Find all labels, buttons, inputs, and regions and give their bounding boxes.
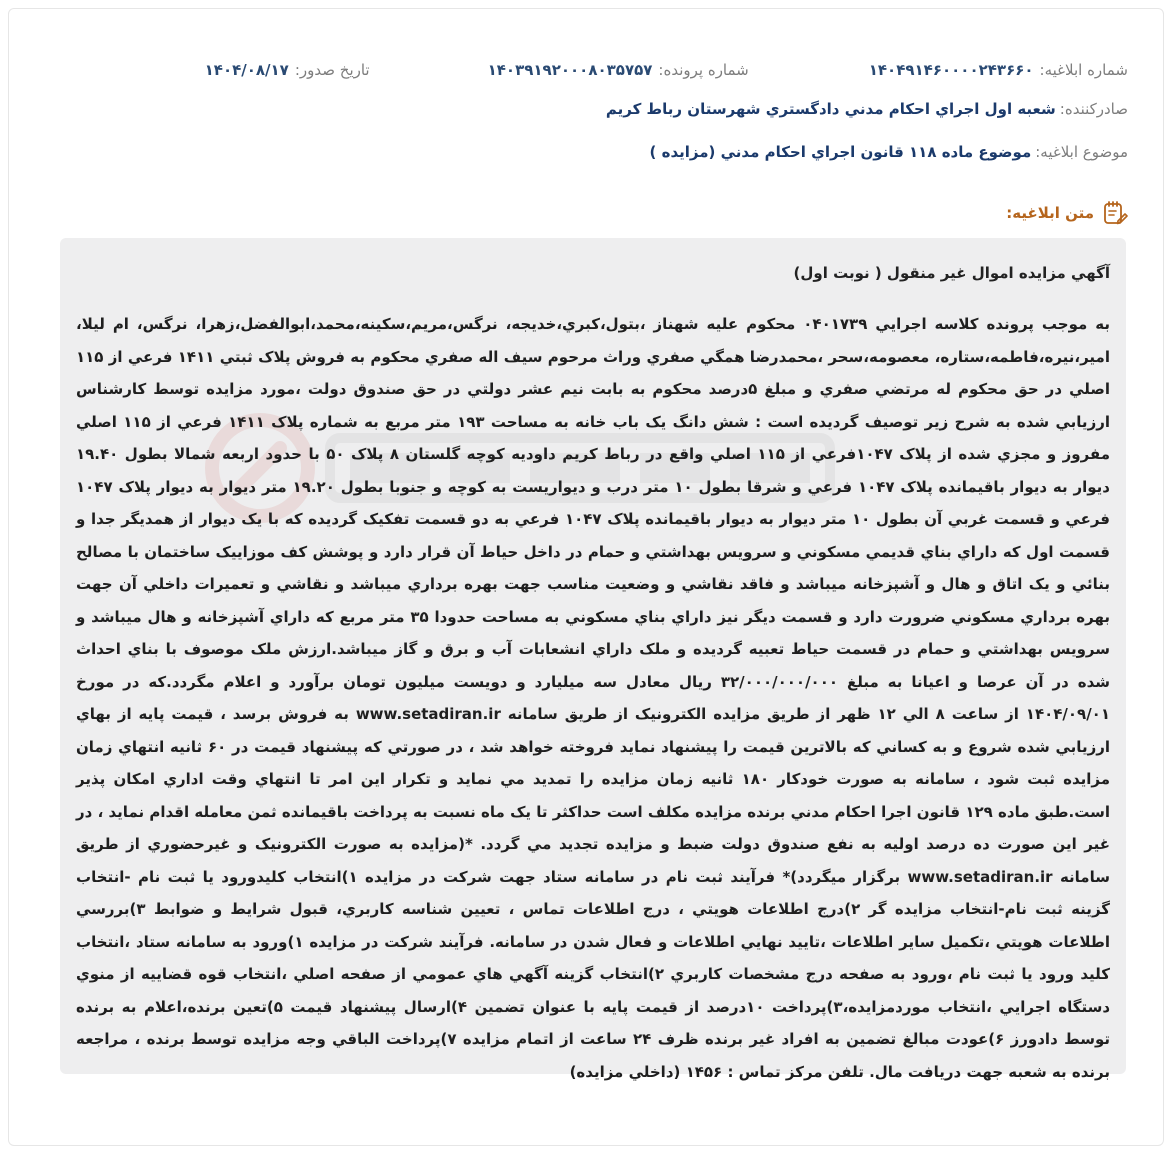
case-number-value: ۱۴۰۳۹۱۹۲۰۰۰۸۰۳۵۷۵۷ bbox=[487, 61, 653, 79]
notice-number bbox=[869, 61, 1128, 79]
notice-number-label: شماره ابلاغيه: bbox=[1039, 61, 1128, 79]
section-title bbox=[1006, 200, 1128, 226]
subject-label: موضوع ابلاغيه: bbox=[1035, 143, 1128, 161]
case-number-label: شماره پرونده: bbox=[658, 61, 749, 79]
issuer-label: صادرکننده: bbox=[1059, 100, 1128, 118]
section-title-label: متن ابلاغيه: bbox=[1006, 204, 1094, 222]
issue-date bbox=[205, 61, 370, 79]
document-edit-icon bbox=[1102, 200, 1128, 226]
meta-row bbox=[46, 58, 1128, 82]
notice-body-box bbox=[60, 238, 1126, 1081]
issuer-value: شعبه اول اجراي احكام مدني دادگستري شهرستان رباط كريم bbox=[605, 100, 1056, 118]
case-number bbox=[488, 61, 749, 79]
issue-date-value: ۱۴۰۴/۰۸/۱۷ bbox=[204, 61, 289, 79]
subject-value: موضوع ماده ۱۱۸ قانون اجراي احکام مدني (مزايده ) bbox=[649, 143, 1032, 161]
notice-number-value: ۱۴۰۴۹۱۴۶۰۰۰۰۲۴۳۶۶۰ bbox=[868, 61, 1034, 79]
issuer-row bbox=[46, 100, 1128, 118]
notice-body-text: به موجب پرونده كلاسه اجرايي ۰۴۰۱۷۳۹ محكوم عليه شهناز ،بتول،كبري،خديجه، نرگس،مريم،سكينه،محمد،ابوالفضل،زهرا، نرگس، ام ليلا، امير،نيره،فاطمه،ستاره، معصومه،سحر ،محمدرضا همگي صفري وراث مرحوم سيف اله صفري محكوم به فروش پلاک ثبتي ۱۴۱۱ فرعي از ۱۱۵ اصلي در حق محكوم له مرتضي صفري و مبلغ ۵درصد محكوم به بابت نيم عشر دولتي در حق صندوق دولت ،مورد مزايده توسط كارشناس ارزيابي شده به شرح زير توصيف گرديده است : شش دانگ يک باب خانه به مساحت ۱۹۳ متر مربع به شماره پلاک ۱۴۱۱ فرعي از ۱۱۵ اصلي مفروز و مجزي شده از پلاک ۱۰۴۷فرعي از ۱۱۵ اصلي واقع در رباط كريم داوديه كوچه گلستان ۸ پلاک ۵۰ با حدود اربعه شمالا بطول ۱۹.۴۰ ديوار به ديوار باقيمانده پلاک ۱۰۴۷ فرعي و شرقا بطول ۱۰ متر درب و ديواريست به كوچه و جنوبا بطول ۱۹.۲۰ متر ديوار به ديوار پلاک ۱۰۴۷ فرعي و قسمت غربي آن بطول ۱۰ متر ديوار به ديوار باقيمانده پلاک ۱۰۴۷ فرعي به دو قسمت تفكيک گرديده كه با يک ديوار از همديگر جدا و قسمت اول كه داراي بناي قديمي مسكوني و سرويس بهداشتي و حمام در داخل حياط آن قرار دارد و پوشش كف موزاييک ساختمان با مصالح بنائي و يک اتاق و هال و آشپزخانه ميباشد و فاقد نقاشي و وضعيت مناسب جهت بهره برداري ميباشد و نقاشي و تعميرات داخلي آن جهت بهره برداري مسكوني ضرورت دارد و قسمت ديگر نيز داراي بناي مسكوني به مساحت حدودا ۳۵ متر مربع كه داراي آشپزخانه و هال ميباشد و سرويس بهداشتي و حمام در قسمت حياط تعبيه گرديده و ملک داراي انشعابات آب و برق و گاز ميباشد.ارزش ملک موصوف با بناي احداث شده در آن عرصا و اعيانا به مبلغ ۳۲/۰۰۰/۰۰۰/۰۰۰ ريال معادل سه ميليارد و دويست ميليون تومان برآورد و اعلام مگردد.كه در مورخ ۱۴۰۴/۰۹/۰۱ از ساعت ۸ الي ۱۲ ظهر از طريق مزايده الكترونيک از طريق سامانه www.setadiran.ir به فروش برسد ، قيمت پايه از بهاي ارزيابي شده شروع و به كساني كه بالاترين قيمت را پيشنهاد نمايد فروخته خواهد شد ، در صورتي كه پيشنهاد قيمت در ۶۰ ثانيه انتهاي زمان مزايده ثبت شود ، سامانه به صورت خودكار ۱۸۰ ثانيه زمان مزايده را تمديد مي نمايد و تكرار اين امر تا انتهاي وقت اداري امكان پذير است.طبق ماده ۱۲۹ قانون اجرا احكام مدني برنده مزايده مكلف است حداكثر تا يک ماه نسبت به پرداخت باقيمانده ثمن معامله اقدام نمايد ، در غير اين صورت ده درصد اوليه به نفع صندوق دولت ضبط و مزايده تجديد مي گردد. *(مزايده به صورت الكترونيک و غيرحضوري از طريق سامانه www.setadiran.ir برگزار ميگردد)* فرآيند ثبت نام در سامانه ستاد جهت شركت در مزايده ۱)انتخاب كليدورود يا ثبت نام -انتخاب گزينه ثبت نام-انتخاب مزايده گر ۲)درج اطلاعات هويتي ، درج اطلاعات تماس ، تعيين شناسه كاربري، قبول شرايط و ضوابط ۳)بررسي اطلاعات هويتي ،تكميل ساير اطلاعات ،تاييد نهايي اطلاعات و فعال شدن در سامانه. فرآيند شركت در مزايده ۱)ورود به سامانه ستاد ،انتخاب كليد ورود يا ثبت نام ،ورود به صفحه درج مشخصات كاربري ۲)انتخاب گزينه آگهي هاي عمومي از صفحه اصلي ،انتخاب قوه قضاييه از منوي دستگاه اجرايي ،انتخاب موردمزايده،۳)پرداخت ۱۰درصد از قيمت پايه با عنوان تضمين ۴)ارسال پيشنهاد قيمت ۵)تعين برنده،اعلام به برنده توسط دادورز ۶)عودت مبالغ تضمين به افراد غير برنده ظرف ۲۴ ساعت از اتمام مزايده ۷)پرداخت الباقي وجه مزايده توسط برنده ، مراجعه برنده به شعبه جهت دريافت مال. تلفن مركز تماس : ۱۴۵۶ (داخلي مزايده) bbox=[76, 315, 1111, 1081]
subject-row bbox=[46, 143, 1128, 161]
issue-date-label: تاريخ صدور: bbox=[294, 61, 370, 79]
notice-heading: آگهي مزايده اموال غير منقول ( نوبت اول) bbox=[793, 264, 1110, 282]
